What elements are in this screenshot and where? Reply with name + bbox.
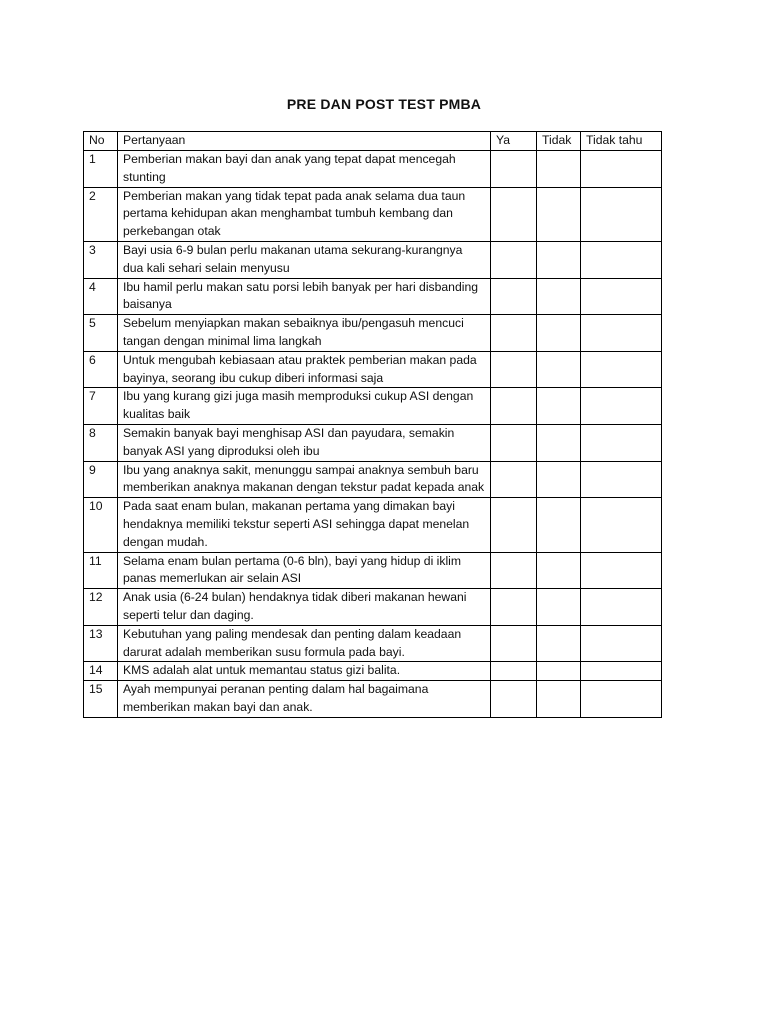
- question-number: 2: [84, 187, 118, 241]
- header-question: Pertanyaan: [118, 132, 491, 151]
- table-header-row: [84, 132, 662, 151]
- question-text: Ibu yang anaknya sakit, menunggu sampai anaknya sembuh baru memberikan anaknya makanan dengan tekstur padat kepada anak: [118, 461, 491, 498]
- table-row: [84, 315, 662, 352]
- question-text: Ayah mempunyai peranan penting dalam hal bagaimana memberikan makan bayi dan anak.: [118, 681, 491, 718]
- answer-ya-cell: [491, 681, 537, 718]
- question-text: Pada saat enam bulan, makanan pertama yang dimakan bayi hendaknya memiliki tekstur seperti ASI sehingga dapat menelan dengan mudah.: [118, 498, 491, 552]
- question-text: Semakin banyak bayi menghisap ASI dan payudara, semakin banyak ASI yang diproduksi oleh ibu: [118, 424, 491, 461]
- answer-ya-cell: [491, 625, 537, 662]
- question-text: Anak usia (6-24 bulan) hendaknya tidak diberi makanan hewani seperti telur dan daging.: [118, 589, 491, 626]
- table-row: [84, 662, 662, 681]
- document-title: PRE DAN POST TEST PMBA: [286, 96, 482, 112]
- answer-tidak-cell: [537, 424, 581, 461]
- table-row: [84, 681, 662, 718]
- answer-tidak-tahu-cell: [581, 241, 662, 278]
- question-text: Sebelum menyiapkan makan sebaiknya ibu/pengasuh mencuci tangan dengan minimal lima langkah: [118, 315, 491, 352]
- table-row: [84, 187, 662, 241]
- answer-ya-cell: [491, 241, 537, 278]
- question-number: 10: [84, 498, 118, 552]
- header-tidak: Tidak: [537, 132, 581, 151]
- answer-ya-cell: [491, 351, 537, 388]
- answer-ya-cell: [491, 552, 537, 589]
- question-number: 5: [84, 315, 118, 352]
- header-ya: Ya: [491, 132, 537, 151]
- answer-tidak-tahu-cell: [581, 187, 662, 241]
- question-number: 15: [84, 681, 118, 718]
- answer-tidak-cell: [537, 315, 581, 352]
- answer-tidak-tahu-cell: [581, 681, 662, 718]
- question-number: 1: [84, 151, 118, 188]
- answer-tidak-cell: [537, 552, 581, 589]
- question-text: Selama enam bulan pertama (0-6 bln), bayi yang hidup di iklim panas memerlukan air selain ASI: [118, 552, 491, 589]
- answer-tidak-cell: [537, 278, 581, 315]
- answer-tidak-tahu-cell: [581, 151, 662, 188]
- question-text: Pemberian makan bayi dan anak yang tepat dapat mencegah stunting: [118, 151, 491, 188]
- question-number: 6: [84, 351, 118, 388]
- answer-ya-cell: [491, 461, 537, 498]
- answer-tidak-tahu-cell: [581, 552, 662, 589]
- answer-tidak-cell: [537, 351, 581, 388]
- header-no: No: [84, 132, 118, 151]
- answer-ya-cell: [491, 589, 537, 626]
- answer-ya-cell: [491, 388, 537, 425]
- question-text: Ibu yang kurang gizi juga masih memproduksi cukup ASI dengan kualitas baik: [118, 388, 491, 425]
- answer-tidak-cell: [537, 681, 581, 718]
- answer-tidak-cell: [537, 187, 581, 241]
- questionnaire-table: [83, 131, 662, 718]
- question-number: 12: [84, 589, 118, 626]
- question-text: Untuk mengubah kebiasaan atau praktek pemberian makan pada bayinya, seorang ibu cukup diberi informasi saja: [118, 351, 491, 388]
- table-body: [84, 151, 662, 718]
- table-row: [84, 151, 662, 188]
- answer-tidak-cell: [537, 625, 581, 662]
- question-number: 7: [84, 388, 118, 425]
- answer-tidak-cell: [537, 151, 581, 188]
- answer-tidak-cell: [537, 589, 581, 626]
- answer-tidak-tahu-cell: [581, 388, 662, 425]
- table-row: [84, 552, 662, 589]
- question-text: Ibu hamil perlu makan satu porsi lebih banyak per hari disbanding baisanya: [118, 278, 491, 315]
- table-row: [84, 278, 662, 315]
- answer-ya-cell: [491, 498, 537, 552]
- question-number: 13: [84, 625, 118, 662]
- table-row: [84, 424, 662, 461]
- answer-ya-cell: [491, 662, 537, 681]
- answer-tidak-tahu-cell: [581, 278, 662, 315]
- question-text: Pemberian makan yang tidak tepat pada anak selama dua taun pertama kehidupan akan menghambat tumbuh kembang dan perkebangan otak: [118, 187, 491, 241]
- answer-tidak-cell: [537, 388, 581, 425]
- question-text: Bayi usia 6-9 bulan perlu makanan utama sekurang-kurangnya dua kali sehari selain menyusu: [118, 241, 491, 278]
- answer-tidak-tahu-cell: [581, 461, 662, 498]
- answer-ya-cell: [491, 278, 537, 315]
- answer-tidak-tahu-cell: [581, 351, 662, 388]
- answer-ya-cell: [491, 424, 537, 461]
- answer-ya-cell: [491, 151, 537, 188]
- table-row: [84, 589, 662, 626]
- question-text: Kebutuhan yang paling mendesak dan penting dalam keadaan darurat adalah memberikan susu formula pada bayi.: [118, 625, 491, 662]
- question-number: 14: [84, 662, 118, 681]
- table-row: [84, 241, 662, 278]
- header-tidak-tahu: Tidak tahu: [581, 132, 662, 151]
- question-number: 8: [84, 424, 118, 461]
- question-text: KMS adalah alat untuk memantau status gizi balita.: [118, 662, 491, 681]
- answer-tidak-cell: [537, 241, 581, 278]
- answer-tidak-tahu-cell: [581, 589, 662, 626]
- answer-tidak-tahu-cell: [581, 625, 662, 662]
- answer-tidak-cell: [537, 461, 581, 498]
- table-row: [84, 351, 662, 388]
- question-number: 9: [84, 461, 118, 498]
- answer-tidak-cell: [537, 662, 581, 681]
- answer-tidak-tahu-cell: [581, 424, 662, 461]
- answer-ya-cell: [491, 187, 537, 241]
- question-number: 11: [84, 552, 118, 589]
- table-row: [84, 498, 662, 552]
- answer-tidak-cell: [537, 498, 581, 552]
- question-number: 4: [84, 278, 118, 315]
- answer-tidak-tahu-cell: [581, 315, 662, 352]
- answer-tidak-tahu-cell: [581, 498, 662, 552]
- table-row: [84, 388, 662, 425]
- table-row: [84, 625, 662, 662]
- answer-ya-cell: [491, 315, 537, 352]
- question-number: 3: [84, 241, 118, 278]
- answer-tidak-tahu-cell: [581, 662, 662, 681]
- table-row: [84, 461, 662, 498]
